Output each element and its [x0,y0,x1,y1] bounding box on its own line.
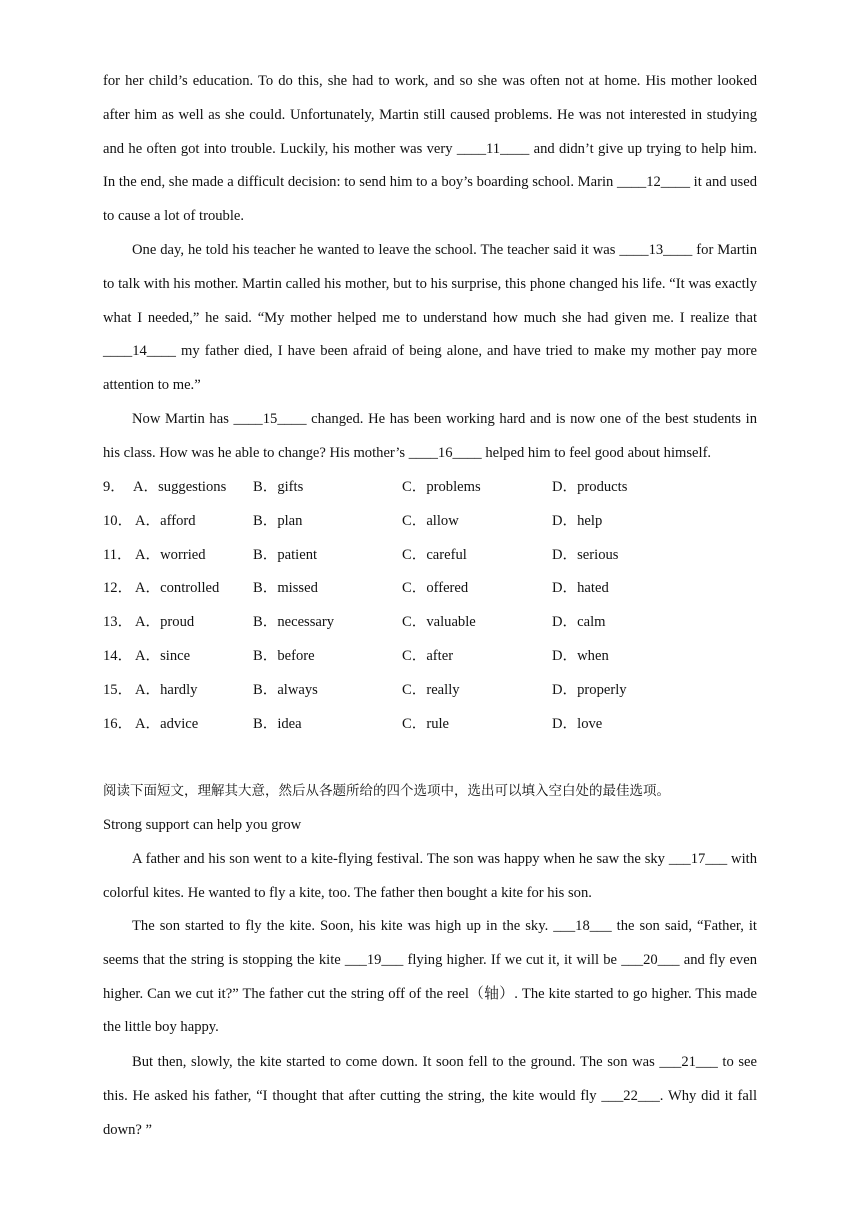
option-a: A．proud [135,614,195,631]
question-number: 16． [103,715,133,732]
section-instruction: 阅读下面短文，理解其大意，然后从各题所给的四个选项中，选出可以填入空白处的最佳选项。 [103,783,670,799]
question-number: 12． [103,580,133,597]
passage1-paragraph-3: Now Martin has ____15____ changed. He has been working hard and is now one of the best students in his class. How was he able to change? His mother’s ____16____ helped him to feel good about himself. [103,411,757,461]
option-a: A．since [135,647,191,664]
option-a: A．worried [135,546,206,563]
option-a: A．hardly [135,681,198,698]
question-12 [103,572,757,606]
passage2-paragraph-2: The son started to fly the kite. Soon, his kite was high up in the sky. ___18___ the son said, “Father, it seems that the string is stopping the kite ___19___ flying higher. If we cut it, it will be ___20___ and fly even higher. Can we cut it?” The father cut the string off of the reel（轴）. The kite started to go higher. This made the little boy happy. [103,918,757,1036]
option-b: B．necessary [253,614,335,631]
option-b: B．before [253,647,315,664]
option-c: C．problems [402,479,481,495]
option-b: B．always [253,681,318,698]
question-number: 15． [103,681,133,698]
option-d: D．products [552,479,628,495]
question-number: 11． [103,546,132,563]
option-a: A．suggestions [133,479,227,495]
question-number: 10． [103,512,133,529]
option-d: D．calm [552,614,606,631]
question-15 [103,674,757,708]
passage2-paragraph-1: A father and his son went to a kite-flying festival. The son was happy when he saw the sky ___17___ with colorful kites. He wanted to fly a kite, too. The father then bought a kite for his son. [103,851,757,901]
question-13 [103,606,757,640]
option-c: C．after [402,647,454,664]
question-number: 14． [103,647,133,664]
option-b: B．plan [253,512,303,529]
option-c: C．allow [402,512,459,529]
question-11 [103,539,757,573]
option-d: D．hated [552,580,609,597]
option-a: A．controlled [135,580,220,597]
option-b: B．gifts [253,479,304,495]
option-d: D．properly [552,681,627,698]
question-10 [103,505,757,539]
option-b: B．missed [253,580,318,597]
question-14 [103,640,757,674]
option-d: D．love [552,715,603,732]
option-a: A．advice [135,715,199,732]
option-d: D．serious [552,546,619,563]
option-a: A．afford [135,512,196,529]
option-c: C．really [402,681,460,698]
option-c: C．rule [402,715,450,732]
passage2-paragraph-3: But then, slowly, the kite started to come down. It soon fell to the ground. The son was ___21___ to see this. He asked his father, “I thought that after cutting the string, the kite would fly ___22___. Why did it fall down? ” [103,1054,757,1138]
option-d: D．when [552,647,609,664]
option-c: C．offered [402,580,469,597]
option-b: B．patient [253,546,318,563]
question-9 [103,471,757,505]
option-c: C．careful [402,546,467,563]
passage1-paragraph-1: for her child’s education. To do this, she had to work, and so she was often not at home. His mother looked after him as well as she could. Unfortunately, Martin still caused problems. He was not interested in studying and he often got into trouble. Luckily, his mother was very ____11____ and didn’t give up trying to help him. In the end, she made a difficult decision: to send him to a boy’s boarding school. Marin ____12____ it and used to cause a lot of trouble. [103,73,757,225]
question-number: 9． [103,479,125,495]
passage-title: Strong support can help you grow [103,817,302,833]
option-c: C．valuable [402,614,476,631]
passage1-paragraph-2: One day, he told his teacher he wanted to leave the school. The teacher said it was ____13____ for Martin to talk with his mother. Martin called his mother, but to his surprise, this phone changed his life. “It was exactly what I needed,” he said. “My mother helped me to understand how much she had given me. I realize that ____14____ my father died, I have been afraid of being alone, and have tried to make my mother pay more attention to me.” [103,242,757,394]
question-number: 13． [103,614,133,631]
question-16 [103,708,757,742]
option-b: B．idea [253,715,302,732]
options-list [103,471,757,741]
option-d: D．help [552,512,603,529]
